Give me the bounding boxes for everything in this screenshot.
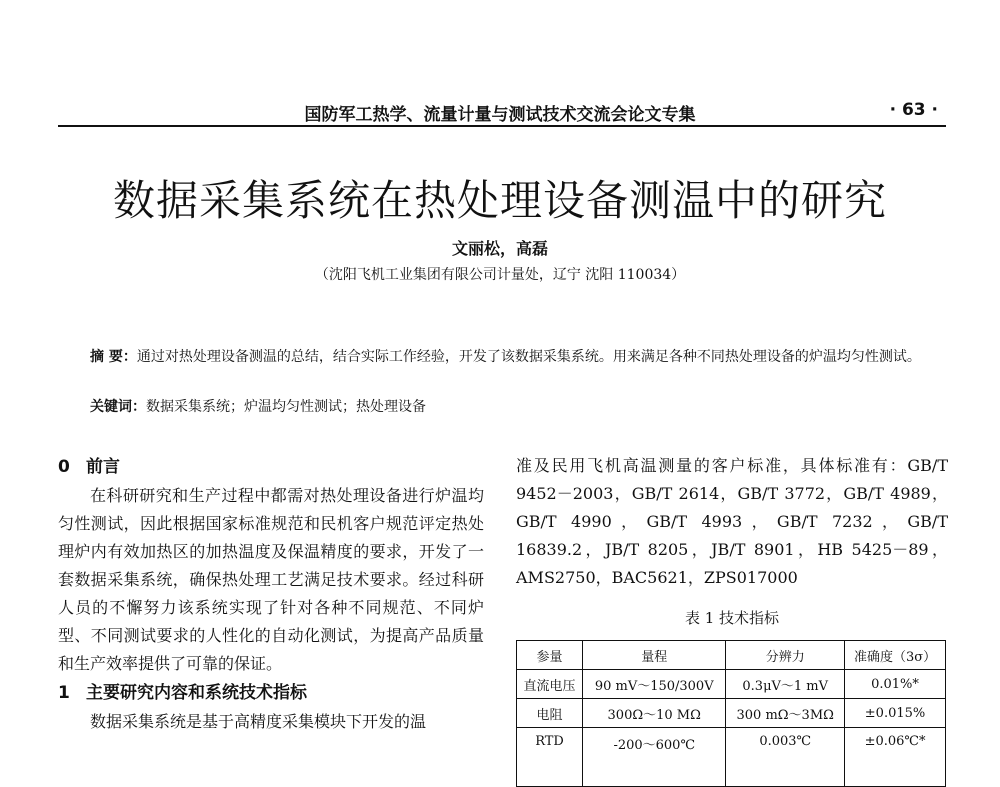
section-0-paragraph: 在科研研究和生产过程中都需对热处理设备进行炉温均匀性测试，因此根据国家标准规范和民机客户规范评定热处理炉内有效加热区的加热温度及保温精度的要求，开发了一套数据采集系统，确保热处理工艺满足技术要求。经过科研人员的不懈努力该系统实现了针对各种不同规范、不同炉型、不同测试要求的人性化的自动化测试，为提高产品质量和生产效率提供了可靠的保证。 bbox=[58, 486, 484, 673]
table-cell: 直流电压 bbox=[517, 670, 583, 699]
section-1-heading bbox=[58, 678, 484, 708]
table-cell: 0.01%* bbox=[845, 670, 946, 699]
abstract-label: 摘 要： bbox=[90, 349, 137, 365]
table-cell: 90 mV～150/300V bbox=[583, 670, 726, 699]
keywords bbox=[90, 396, 426, 416]
keywords-text: 数据采集系统；炉温均匀性测试；热处理设备 bbox=[146, 399, 426, 415]
left-column bbox=[58, 452, 484, 736]
table-header-cell: 量程 bbox=[583, 641, 726, 670]
section-0-number: 0 bbox=[58, 457, 70, 477]
table-header-cell: 准确度（3σ） bbox=[845, 641, 946, 670]
table-header-cell: 参量 bbox=[517, 641, 583, 670]
section-0-heading bbox=[58, 452, 484, 482]
section-1-paragraph: 数据采集系统是基于高精度采集模块下开发的温 bbox=[90, 712, 427, 731]
page-number: · 63 · bbox=[889, 100, 938, 120]
table-cell: 电阻 bbox=[517, 699, 583, 728]
table-cell: RTD bbox=[517, 728, 583, 787]
right-column-text: 准及民用飞机高温测量的客户标准，具体标准有：GB/T 9452－2003，GB/T 2614，GB/T 3772，GB/T 4989，GB/T 4990，GB/T 4993，GB/T 7232，GB/T 16839.2，JB/T 8205，JB/T 8901，HB 5425－89，AMS2750，BAC5621，ZPS017000 bbox=[516, 456, 948, 587]
paper-title: 数据采集系统在热处理设备测温中的研究 bbox=[112, 176, 887, 225]
table-row bbox=[517, 699, 946, 728]
section-1-title: 主要研究内容和系统技术指标 bbox=[86, 683, 307, 703]
table-header-cell: 分辨力 bbox=[726, 641, 845, 670]
table-cell: 0.3μV～1 mV bbox=[726, 670, 845, 699]
keywords-label: 关键词： bbox=[90, 399, 146, 415]
table-cell: -200～600℃ bbox=[583, 728, 726, 787]
table-row bbox=[517, 670, 946, 699]
header-divider bbox=[58, 125, 946, 127]
table-cell: ±0.06℃* bbox=[845, 728, 946, 787]
paper-authors: 文丽松，高磊 bbox=[451, 239, 548, 258]
table-row bbox=[517, 728, 946, 787]
specs-table bbox=[516, 640, 946, 787]
table-header-row bbox=[517, 641, 946, 670]
table-cell: 0.003℃ bbox=[726, 728, 845, 787]
journal-header: 国防军工热学、流量计量与测试技术交流会论文专集 bbox=[304, 105, 696, 125]
table-cell: ±0.015% bbox=[845, 699, 946, 728]
table-caption: 表 1 技术指标 bbox=[684, 609, 780, 627]
table-cell: 300 mΩ～3MΩ bbox=[726, 699, 845, 728]
section-1-number: 1 bbox=[58, 683, 70, 703]
section-0-title: 前言 bbox=[86, 457, 120, 477]
paper-affiliation: （沈阳飞机工业集团有限公司计量处，辽宁 沈阳 110034） bbox=[314, 267, 686, 283]
abstract-text: 通过对热处理设备测温的总结，结合实际工作经验，开发了该数据采集系统。用来满足各种不同热处理设备的炉温均匀性测试。 bbox=[136, 349, 921, 365]
table-cell: 300Ω～10 MΩ bbox=[583, 699, 726, 728]
abstract bbox=[58, 344, 948, 370]
